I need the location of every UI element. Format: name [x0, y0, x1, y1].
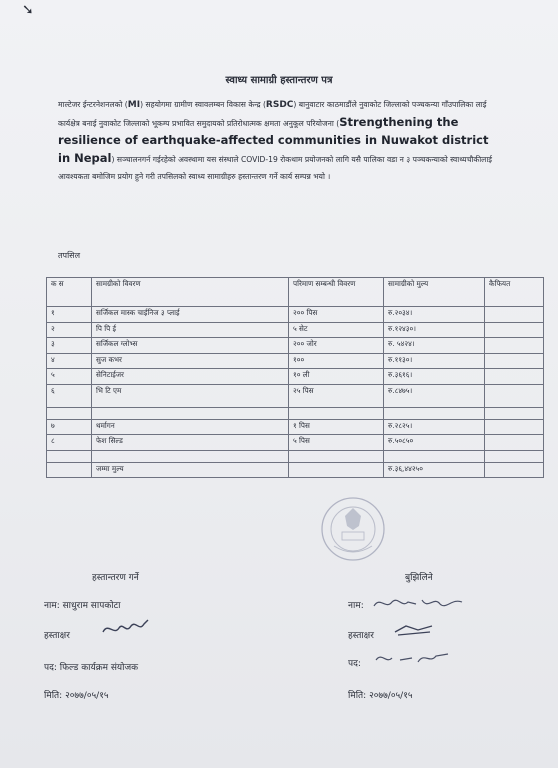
table-row [47, 462, 544, 478]
receiver-date: मिति: २०७७/०५/१५ [348, 691, 413, 701]
table-header-row [47, 278, 544, 307]
table-cell [92, 450, 289, 462]
table-cell: सर्जिकल मास्क चाईनिज ३ प्लाई [92, 307, 289, 323]
table-cell: रु. ५४२४। [384, 338, 485, 354]
receiver-name-handwritten [370, 592, 470, 614]
table-cell [92, 407, 289, 419]
header-quantity: परिमाण सम्बन्धी विवरण [289, 278, 384, 307]
items-table [46, 277, 544, 478]
body-paragraph: माल्टेजर ईन्टरनेशनलको (MI) सहयोगमा ग्रामीण स्वावलम्बन विकास केन्द्र (RSDC) बानुवाटार काठमाडौंले नुवाकोट जिल्लाको पञ्चकन्या गाँउपालिका लाई कार्यक्षेत्र बनाई नुवाकोट जिल्लाको भूकम्प प्रभावित समुदायको प्रतिरोधात्मक क्षमता अनुकूल परियोजना (Strengthening the resilience of earthquake-affected communities in Nuwakot district in Nepal) सञ्चालनगर्न गईरहेको अवस्थामा यस संस्थाले COVID-19 रोकथाम प्रयोजनको लागि यसै पालिका वडा न ३ पञ्चकन्याको स्वाथ्यचौकीलाई आवश्यकता बमोजिम प्रयोग हुने गरी तपसिलको स्वाध्य सामाग्रीहरु हस्तान्तरण गर्ने कार्य सम्पन्न भयो । [58, 100, 493, 181]
table-cell: २ [47, 322, 92, 338]
receiver-position-handwritten [372, 650, 456, 668]
table-cell [485, 338, 544, 354]
table-cell: रु.३६,४४२५० [384, 462, 485, 478]
table-row [47, 419, 544, 435]
tapasil-label: तपसिल [58, 251, 81, 260]
table-cell: फेश सिल्ड [92, 435, 289, 451]
table-row [47, 450, 544, 462]
project-name: Strengthening the resilience of earthquake-affected communities in Nuwakot district in Nepal [58, 115, 489, 165]
table-cell: ४ [47, 353, 92, 369]
table-cell: रु.१२४३०। [384, 322, 485, 338]
table-cell: थर्मागन [92, 419, 289, 435]
table-cell: १०० [289, 353, 384, 369]
table-row [47, 338, 544, 354]
table-cell: पि पि ई [92, 322, 289, 338]
table-cell [47, 407, 92, 419]
receiver-position-label: पद: [348, 659, 361, 669]
table-cell: रु.५०८५० [384, 435, 485, 451]
table-cell: सर्जिकल ग्लोभ्स [92, 338, 289, 354]
table-cell [485, 462, 544, 478]
table-cell [47, 450, 92, 462]
table-row [47, 369, 544, 385]
table-cell [485, 450, 544, 462]
table-cell: सेनिटाईजर [92, 369, 289, 385]
table-cell: ७ [47, 419, 92, 435]
table-cell [485, 322, 544, 338]
table-cell: रु.३६१६। [384, 369, 485, 385]
table-cell: रु.११३०। [384, 353, 485, 369]
table-cell [289, 462, 384, 478]
table-cell [485, 419, 544, 435]
table-cell: जम्मा मुल्य [92, 462, 289, 478]
table-cell [289, 450, 384, 462]
handover-signature [100, 616, 152, 640]
table-cell [485, 384, 544, 407]
header-remarks: कैफियत [485, 278, 544, 307]
handover-heading: हस्तान्तरण गर्ने [92, 573, 139, 583]
table-row [47, 435, 544, 451]
header-serial: क स [47, 278, 92, 307]
table-cell: ५ पिस [289, 435, 384, 451]
table-cell: ५ [47, 369, 92, 385]
table-cell: १ [47, 307, 92, 323]
table-cell [384, 407, 485, 419]
receiver-sign-label: हस्ताक्षर [348, 631, 374, 641]
table-cell: रु.२८२५। [384, 419, 485, 435]
table-row [47, 407, 544, 419]
table-cell: ३ [47, 338, 92, 354]
table-cell: १० ली [289, 369, 384, 385]
table-cell: २०० पिस [289, 307, 384, 323]
table-cell: १ पिस [289, 419, 384, 435]
table-cell [289, 407, 384, 419]
corner-mark: ➘ [22, 2, 34, 18]
handover-name: नाम: साधुराम सापकोटा [44, 601, 121, 611]
table-cell: २०० जोर [289, 338, 384, 354]
receiver-name-label: नाम: [348, 601, 364, 611]
table-cell: ८ [47, 435, 92, 451]
abbr-rsdc: RSDC [265, 100, 294, 110]
header-description: सामग्रीको विवरण [92, 278, 289, 307]
receiver-heading: बुझिलिने [405, 573, 433, 583]
table-cell: रु.८४७५। [384, 384, 485, 407]
table-cell: ६ [47, 384, 92, 407]
table-cell [485, 435, 544, 451]
abbr-mi: MI [127, 100, 141, 110]
table-cell [384, 450, 485, 462]
table-cell [47, 462, 92, 478]
table-cell: रु.२०३४। [384, 307, 485, 323]
table-row [47, 322, 544, 338]
table-row [47, 307, 544, 323]
handover-date: मिति: २०७७/०५/१५ [44, 691, 109, 701]
table-cell: ५ सेट [289, 322, 384, 338]
document-title: स्वाध्य सामाग्री हस्तान्तरण पत्र [225, 75, 333, 86]
table-cell [485, 353, 544, 369]
table-cell: सुज कभर [92, 353, 289, 369]
table-cell: २५ पिस [289, 384, 384, 407]
office-seal [318, 494, 388, 564]
table-cell: भि टि एम [92, 384, 289, 407]
table-cell [485, 407, 544, 419]
table-row [47, 384, 544, 407]
receiver-signature [392, 620, 436, 640]
table-row [47, 353, 544, 369]
table-cell [485, 307, 544, 323]
handover-sign-label: हस्ताक्षर [44, 631, 70, 641]
handover-position: पद: फिल्ड कार्यक्रम संयोजक [44, 663, 139, 673]
table-cell [485, 369, 544, 385]
header-price: सामाग्रीको मुल्य [384, 278, 485, 307]
